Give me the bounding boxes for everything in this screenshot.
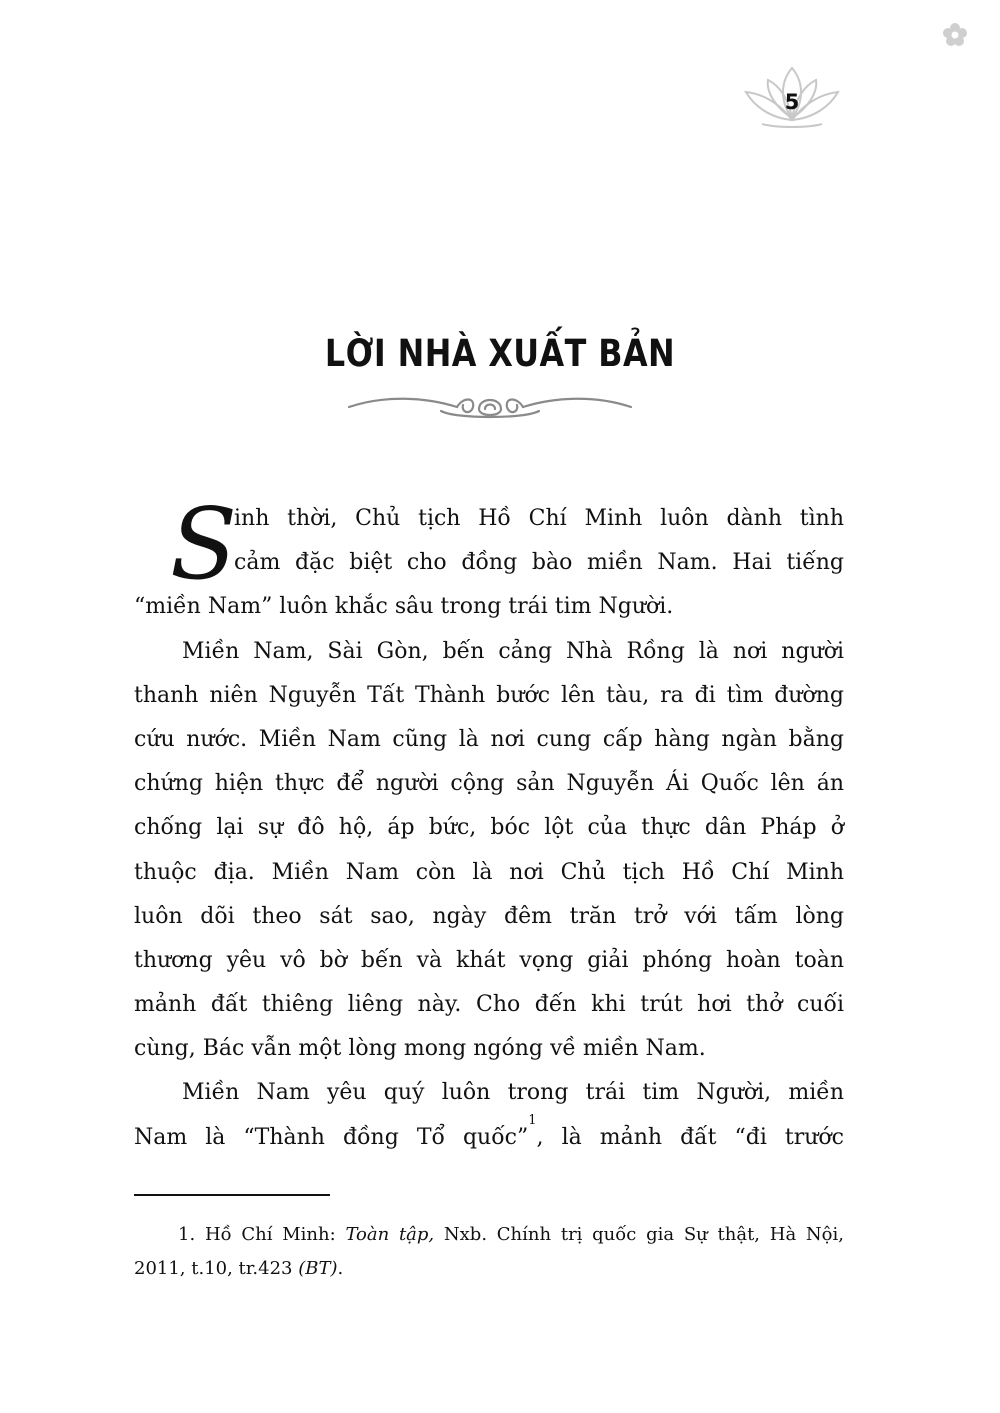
drop-cap: S xyxy=(170,488,238,602)
text-line: luôn dõi theo sát sao, ngày đêm trăn trở với tấm lòng xyxy=(134,903,844,929)
footnote-number: 1. xyxy=(178,1224,196,1245)
text-line xyxy=(134,1112,844,1160)
text-line: thương yêu vô bờ bến và khát vọng giải phóng hoàn toàn xyxy=(134,947,844,973)
text-line: “miền Nam” luôn khắc sâu trong trái tim Người. xyxy=(134,594,674,620)
paragraph-3 xyxy=(134,1071,844,1159)
text-line: inh thời, Chủ tịch Hồ Chí Minh luôn dành tình xyxy=(234,506,844,531)
footnote-details: 2011, t.10, tr.423 xyxy=(134,1258,293,1279)
paragraph-1 xyxy=(134,488,844,630)
text-line: chống lại sự đô hộ, áp bức, bóc lột của thực dân Pháp ở xyxy=(134,815,844,841)
footnote-divider xyxy=(134,1194,330,1196)
flower-icon xyxy=(940,20,970,50)
footnote-line xyxy=(134,1252,844,1286)
scroll-ornament-icon xyxy=(345,385,635,425)
text-line: cùng, Bác vẫn một lòng mong ngóng về miền Nam. xyxy=(134,1036,706,1062)
text-line: thanh niên Nguyễn Tất Thành bước lên tàu, ra đi tìm đường xyxy=(134,682,844,708)
text-line: thuộc địa. Miền Nam còn là nơi Chủ tịch Hồ Chí Minh xyxy=(134,859,844,885)
text-line: Miền Nam yêu quý luôn trong trái tim Người, miền xyxy=(182,1080,844,1106)
text-line: chứng hiện thực để người cộng sản Nguyễn Ái Quốc lên án xyxy=(134,771,844,797)
footnote-end: . xyxy=(337,1258,344,1279)
text-line: cảm đặc biệt cho đồng bào miền Nam. Hai tiếng xyxy=(234,550,844,576)
paragraph-2 xyxy=(134,630,844,1072)
footnote-reference[interactable]: 1 xyxy=(528,1112,537,1128)
page-number: 5 xyxy=(784,90,800,114)
text-line: cứu nước. Miền Nam cũng là nơi cung cấp hàng ngàn bằng xyxy=(134,726,844,752)
footnote-note: (BT) xyxy=(298,1258,338,1279)
footnote xyxy=(134,1218,844,1286)
footnote-publisher: Nxb. Chính trị quốc gia Sự thật, Hà Nội, xyxy=(443,1224,844,1245)
footnote-line xyxy=(134,1218,844,1252)
text-line: Miền Nam, Sài Gòn, bến cảng Nhà Rồng là nơi người xyxy=(182,638,844,664)
text-line: mảnh đất thiêng liêng này. Cho đến khi trút hơi thở cuối xyxy=(134,992,844,1018)
body-text xyxy=(134,488,844,1160)
text-fragment: , là mảnh đất “đi trước xyxy=(536,1124,844,1150)
page-title: LỜI NHÀ XUẤT BẢN xyxy=(324,332,676,375)
footnote-author: Hồ Chí Minh: xyxy=(204,1224,336,1245)
footnote-work-title: Toàn tập, xyxy=(345,1224,435,1245)
text-fragment: Nam là “Thành đồng Tổ quốc” xyxy=(134,1124,529,1150)
